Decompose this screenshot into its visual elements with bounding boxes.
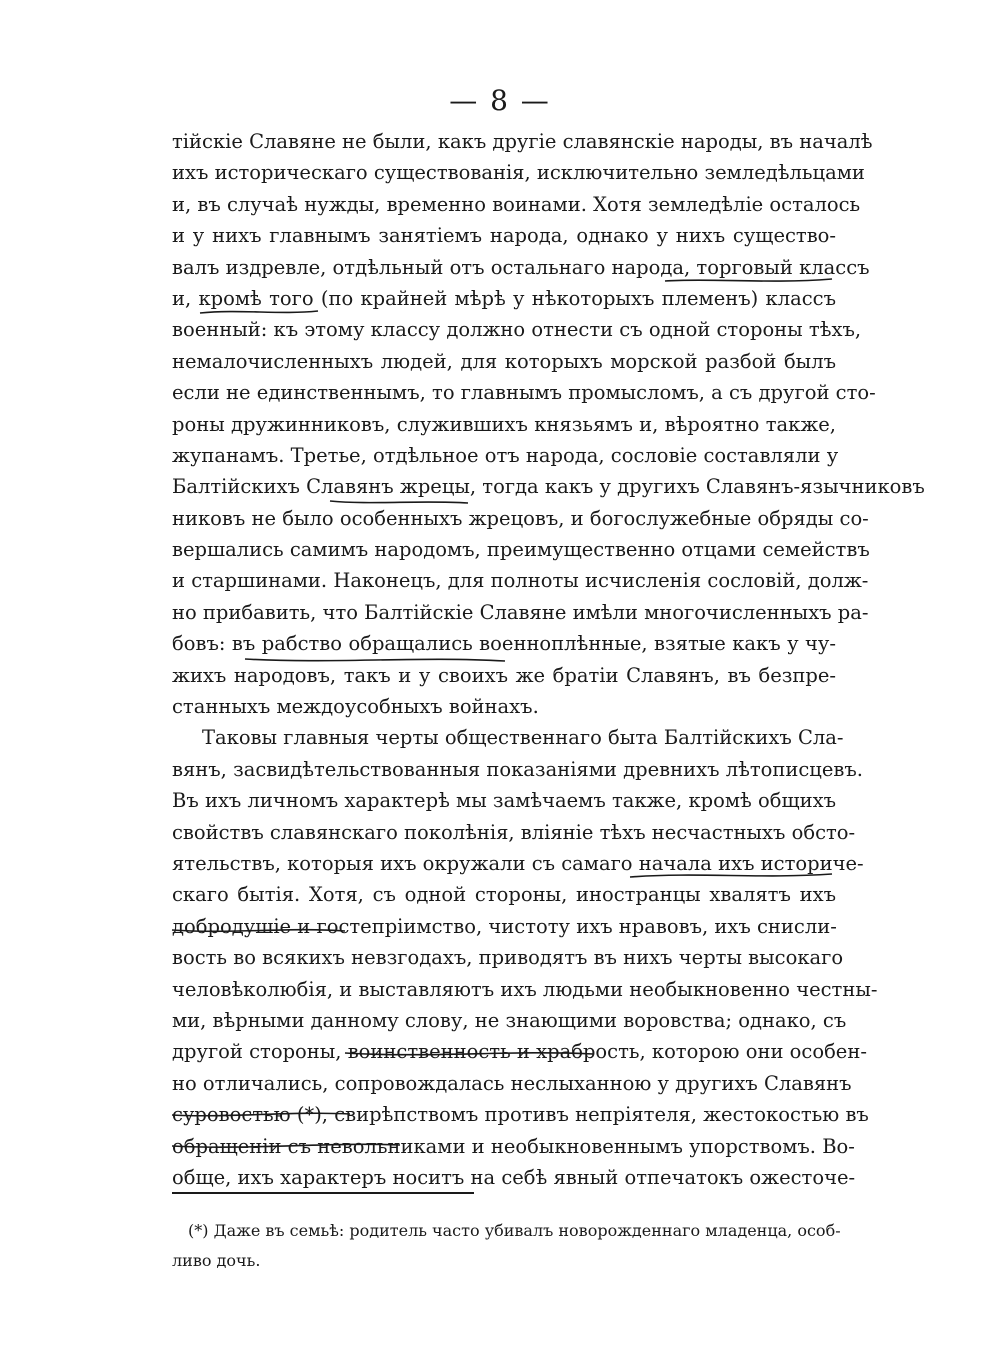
text-line-12: Балтійскихъ Славянъ жрецы, тогда какъ у другихъ Славянъ-язычниковъ — [172, 475, 925, 499]
text-line-34: обще, ихъ характеръ носитъ на себѣ явный отпечатокъ ожесточе- — [172, 1165, 856, 1189]
text-line-25: скаго бытія. Хотя, съ одной стороны, иностранцы хвалятъ ихъ — [172, 883, 836, 907]
text-line-20: Таковы главныя черты общественнаго быта Балтійскихъ Сла- — [202, 726, 844, 750]
main-text — [172, 126, 925, 1193]
text-line-22: Въ ихъ личномъ характерѣ мы замѣчаемъ также, кромѣ общихъ — [172, 789, 836, 813]
text-line-16: но прибавить, что Балтійскіе Славяне имѣли многочисленныхъ ра- — [172, 600, 869, 624]
footnote-divider — [172, 1192, 474, 1194]
text-line-6: и, кромѣ того (по крайней мѣрѣ у нѣкоторыхъ племенъ) классъ — [172, 286, 836, 310]
text-line-14: вершались самимъ народомъ, преимущественно отцами семействъ — [172, 538, 870, 562]
text-line-13: никовъ не было особенныхъ жрецовъ, и богослужебные обряды со- — [172, 506, 869, 530]
text-line-33: обращеніи съ невольниками и необыкновеннымъ упорствомъ. Во- — [172, 1134, 855, 1158]
text-line-32: суровостью (*), свирѣпствомъ противъ непріятеля, жестокостью въ — [172, 1103, 869, 1127]
text-line-30: другой стороны, воинственность и храбрость, которою они особен- — [172, 1040, 867, 1064]
text-line-7: военный: къ этому классу должно отнести съ одной стороны тѣхъ, — [172, 318, 862, 342]
page-number: — 8 — — [449, 84, 551, 117]
text-line-23: свойствъ славянскаго поколѣнія, вліяніе тѣхъ несчастныхъ обсто- — [172, 820, 856, 844]
text-line-1: тійскіе Славяне не были, какъ другіе славянскіе народы, въ началѣ — [172, 130, 873, 153]
text-line-27: вость во всякихъ невзгодахъ, приводятъ въ нихъ черты высокаго — [172, 946, 844, 970]
text-line-31: но отличались, сопровождалась неслыханною у другихъ Славянъ — [172, 1071, 852, 1095]
footnote-line-1: (*) Даже въ семьѣ: родитель часто убивалъ новорожденнаго младенца, особ- — [188, 1221, 841, 1240]
text-line-2: ихъ историческаго существованія, исключительно земледѣльцами — [172, 161, 865, 185]
text-line-17: бовъ: въ рабство обращались военноплѣнные, взятые какъ у чу- — [172, 632, 836, 656]
text-line-18: жихъ народовъ, такъ и у своихъ же братіи Славянъ, въ безпре- — [172, 663, 836, 687]
text-line-21: вянъ, засвидѣтельствованныя показаніями древнихъ лѣтописцевъ. — [172, 757, 863, 781]
footnote-line-2: ливо дочь. — [172, 1251, 261, 1270]
text-line-3: и, въ случаѣ нужды, временно воинами. Хотя земледѣліе осталось — [172, 192, 861, 216]
text-line-5: валъ издревле, отдѣльный отъ остальнаго народа, торговый классъ — [172, 255, 870, 279]
text-line-9: если не единственнымъ, то главнымъ промысломъ, а съ другой сто- — [172, 381, 876, 405]
text-line-4: и у нихъ главнымъ занятіемъ народа, однако у нихъ существо- — [172, 224, 836, 248]
text-line-19: станныхъ междоусобныхъ войнахъ. — [172, 695, 539, 719]
text-line-24: ятельствъ, которыя ихъ окружали съ самаго начала ихъ историче- — [172, 851, 864, 875]
text-line-26: добродушіе и гостепріимство, чистоту ихъ нравовъ, ихъ снисли- — [172, 914, 837, 938]
text-line-8: немалочисленныхъ людей, для которыхъ морской разбой былъ — [172, 349, 836, 373]
text-line-10: роны дружинниковъ, служившихъ князьямъ и, вѣроятно также, — [172, 412, 836, 436]
text-line-29: ми, вѣрными данному слову, не знающими воровства; однако, съ — [172, 1008, 847, 1032]
text-line-15: и старшинами. Наконецъ, для полноты исчисленія сословій, долж- — [172, 569, 869, 593]
footnote — [172, 1216, 841, 1276]
text-line-11: жупанамъ. Третье, отдѣльное отъ народа, сословіе составляли у — [172, 443, 839, 467]
text-line-28: человѣколюбія, и выставляютъ ихъ людьми необыкновенно честны- — [172, 977, 878, 1001]
